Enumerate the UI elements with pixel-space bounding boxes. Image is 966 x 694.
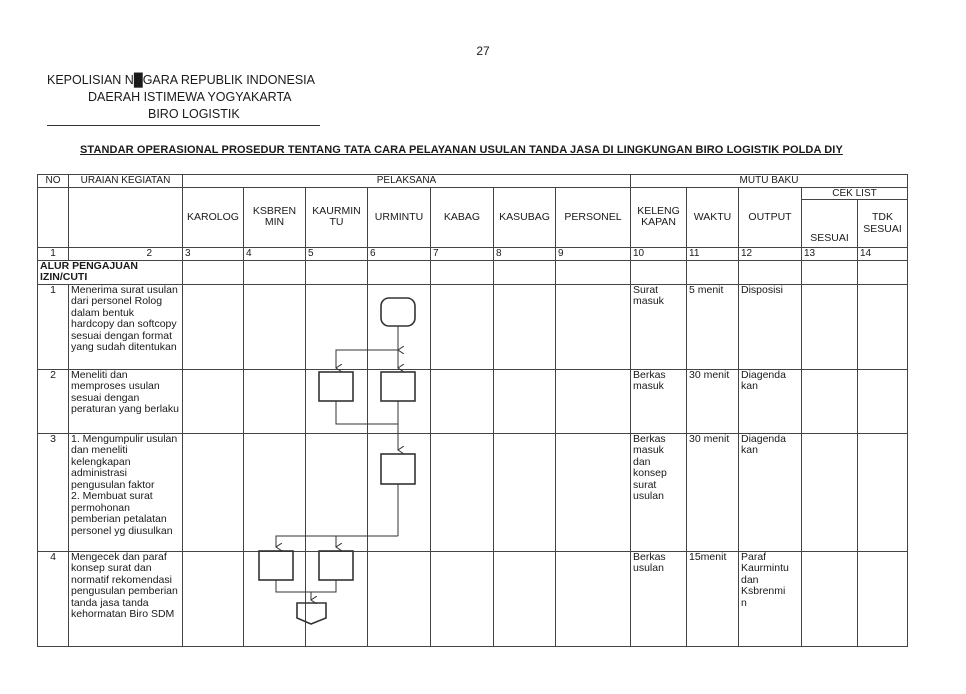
col-ceklist: CEK LIST [802,187,908,200]
num-1: 1 [38,248,69,261]
row-no: 4 [38,551,69,646]
col-kelengkapan: KELENG KAPAN [631,187,687,248]
row-kelengkapan: Surat masuk [631,284,687,369]
header-institution: KEPOLISIAN N█GARA REPUBLIK INDONESIA [47,73,315,87]
col-urmintu: URMINTU [368,187,431,248]
row-output: Paraf Kaurmintu dan Ksbrenmi n [739,551,802,646]
num-11: 11 [687,248,739,261]
num-8: 8 [494,248,556,261]
header-no: NO [38,175,69,188]
table-row [38,369,908,433]
col-kasubag: KASUBAG [494,187,556,248]
page-number: 27 [476,44,490,58]
row-kelengkapan: Berkas masuk [631,369,687,433]
num-5: 5 [306,248,368,261]
col-kabag: KABAG [431,187,494,248]
col-sesuai: SESUAI [802,200,858,248]
num-14: 14 [858,248,908,261]
row-no: 1 [38,284,69,369]
num-4: 4 [244,248,306,261]
col-karolog: KAROLOG [183,187,244,248]
table-row [38,433,908,551]
document-title: STANDAR OPERASIONAL PROSEDUR TENTANG TATA CARA PELAYANAN USULAN TANDA JASA DI LINGKUNGAN BIRO LOGISTIK POLDA DIY [80,144,843,156]
col-waktu: WAKTU [687,187,739,248]
header-uraian: URAIAN KEGIATAN [69,175,183,188]
table-row [38,284,908,369]
row-output: Diagenda kan [739,433,802,551]
sop-table [37,174,908,647]
num-2: 2 [69,248,183,261]
header-mutu-baku: MUTU BAKU [631,175,908,188]
num-13: 13 [802,248,858,261]
row-no: 3 [38,433,69,551]
row-waktu: 30 menit [687,369,739,433]
row-output: Diagenda kan [739,369,802,433]
col-output: OUTPUT [739,187,802,248]
num-3: 3 [183,248,244,261]
row-waktu: 15menit [687,551,739,646]
row-uraian: 1. Mengumpulir usulan dan meneliti kelengkapan administrasi pengusulan faktor 2. Membuat surat permohonan pemberian petalatan personel yg diusulkan [69,433,183,551]
col-kaurmintu: KAURMIN TU [306,187,368,248]
row-kelengkapan: Berkas usulan [631,551,687,646]
row-uraian: Meneliti dan memproses usulan sesuai dengan peraturan yang berlaku [69,369,183,433]
header-bureau: BIRO LOGISTIK [148,107,240,121]
col-personel: PERSONEL [556,187,631,248]
num-10: 10 [631,248,687,261]
num-9: 9 [556,248,631,261]
table-row [38,551,908,646]
num-6: 6 [368,248,431,261]
header-divider [47,125,320,126]
row-waktu: 30 menit [687,433,739,551]
row-waktu: 5 menit [687,284,739,369]
row-no: 2 [38,369,69,433]
row-uraian: Menerima surat usulan dari personel Rolog dalam bentuk hardcopy dan softcopy sesuai dengan format yang sudah ditentukan [69,284,183,369]
row-output: Disposisi [739,284,802,369]
row-uraian: Mengecek dan paraf konsep surat dan normatif rekomendasi pengusulan pemberian tanda jasa tanda kehormatan Biro SDM [69,551,183,646]
num-12: 12 [739,248,802,261]
col-ksbrenmin: KSBREN MIN [244,187,306,248]
num-7: 7 [431,248,494,261]
header-pelaksana: PELAKSANA [183,175,631,188]
section-title: ALUR PENGAJUAN IZIN/CUTI [38,260,183,284]
header-region: DAERAH ISTIMEWA YOGYAKARTA [88,90,292,104]
col-tdk-sesuai: TDK SESUAI [858,200,908,248]
row-kelengkapan: Berkas masuk dan konsep surat usulan [631,433,687,551]
